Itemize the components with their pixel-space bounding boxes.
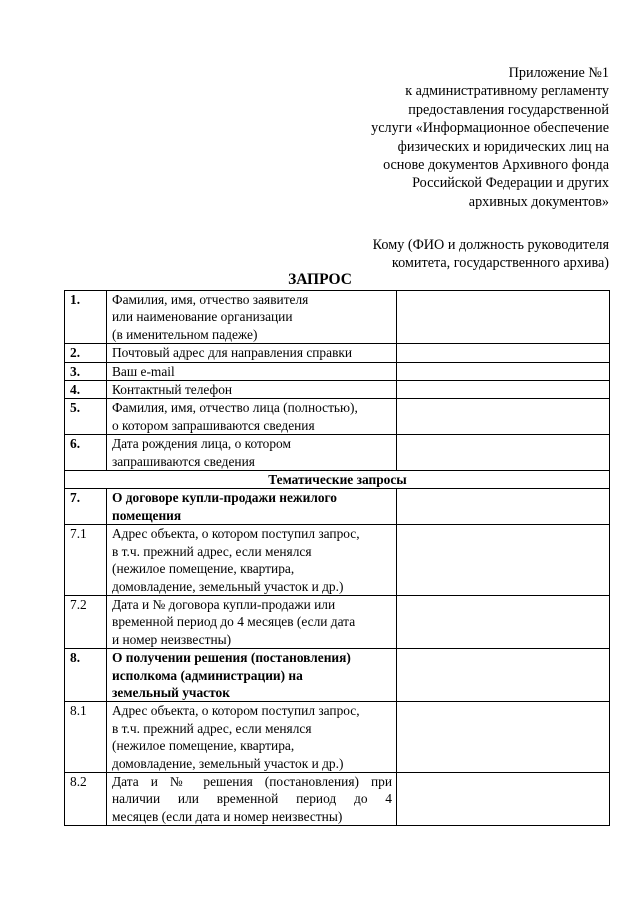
appendix-line: Российской Федерации и других: [412, 175, 609, 192]
decision-date-field[interactable]: [397, 772, 610, 825]
row-label: Адрес объекта, о котором поступил запрос, в т.ч. прежний адрес, если менялся (нежилое помещение, квартира, домовладение, земельный участок и др.): [107, 702, 397, 773]
email-field[interactable]: [397, 362, 610, 380]
row-number: 1.: [65, 291, 107, 344]
contract-date-field[interactable]: [397, 595, 610, 648]
page-title: ЗАПРОС: [288, 271, 352, 288]
addressee-line: комитета, государственного архива): [391, 255, 609, 272]
appendix-line: основе документов Архивного фонда: [383, 157, 609, 174]
row-label: Ваш e-mail: [107, 362, 397, 380]
row-number: 3.: [65, 362, 107, 380]
table-row: [65, 649, 610, 702]
row-number: 6.: [65, 435, 107, 471]
row-label: Дата и № решения (постановления) при наличии или временной период до 4 месяцев (если дата и номер неизвестны): [107, 772, 397, 825]
table-row: [65, 344, 610, 362]
table-row: [65, 362, 610, 380]
row-label: О договоре купли-продажи нежилого помещения: [107, 489, 397, 525]
row-number: 7.2: [65, 595, 107, 648]
appendix-line: Приложение №1: [508, 65, 609, 81]
row-label: Фамилия, имя, отчество заявителя или наименование организации (в именительном падеже): [107, 291, 397, 344]
row-number: 8.1: [65, 702, 107, 773]
row-number: 8.2: [65, 772, 107, 825]
row-label: Дата и № договора купли-продажи или временной период до 4 месяцев (если дата и номер неизвестны): [107, 595, 397, 648]
phone-field[interactable]: [397, 381, 610, 399]
row-number: 8.: [65, 649, 107, 702]
addressee-line: Кому (ФИО и должность руководителя: [372, 237, 609, 253]
sale-contract-field[interactable]: [397, 489, 610, 525]
table-row: [65, 291, 610, 344]
table-row: [65, 381, 610, 399]
addressee-block: [309, 236, 609, 273]
row-number: 4.: [65, 381, 107, 399]
appendix-line: к административному регламенту: [405, 83, 609, 100]
subject-name-field[interactable]: [397, 399, 610, 435]
row-label: Почтовый адрес для направления справки: [107, 344, 397, 362]
postal-address-field[interactable]: [397, 344, 610, 362]
land-object-address-field[interactable]: [397, 702, 610, 773]
section-title: Тематические запросы: [65, 471, 610, 489]
row-label: Фамилия, имя, отчество лица (полностью), о котором запрашиваются сведения: [107, 399, 397, 435]
appendix-line: услуги «Информационное обеспечение: [371, 120, 609, 137]
table-row: [65, 702, 610, 773]
object-address-field[interactable]: [397, 525, 610, 596]
table-row: [65, 399, 610, 435]
row-label: Контактный телефон: [107, 381, 397, 399]
section-header-row: [65, 471, 610, 489]
row-label: Дата рождения лица, о котором запрашиваются сведения: [107, 435, 397, 471]
applicant-name-field[interactable]: [397, 291, 610, 344]
appendix-header: [309, 64, 609, 211]
table-row: [65, 435, 610, 471]
row-label: О получении решения (постановления) исполкома (администрации) на земельный участок: [107, 649, 397, 702]
table-row: [65, 595, 610, 648]
table-row: [65, 489, 610, 525]
row-number: 7.: [65, 489, 107, 525]
row-number: 7.1: [65, 525, 107, 596]
request-form-table: [64, 290, 610, 826]
row-number: 5.: [65, 399, 107, 435]
row-label: Адрес объекта, о котором поступил запрос, в т.ч. прежний адрес, если менялся (нежилое помещение, квартира, домовладение, земельный участок и др.): [107, 525, 397, 596]
appendix-line: предоставления государственной: [408, 101, 609, 118]
land-decision-field[interactable]: [397, 649, 610, 702]
appendix-line: физических и юридических лиц на: [397, 138, 609, 155]
appendix-line: архивных документов»: [468, 193, 609, 210]
table-row: [65, 772, 610, 825]
row-number: 2.: [65, 344, 107, 362]
birth-date-field[interactable]: [397, 435, 610, 471]
table-row: [65, 525, 610, 596]
